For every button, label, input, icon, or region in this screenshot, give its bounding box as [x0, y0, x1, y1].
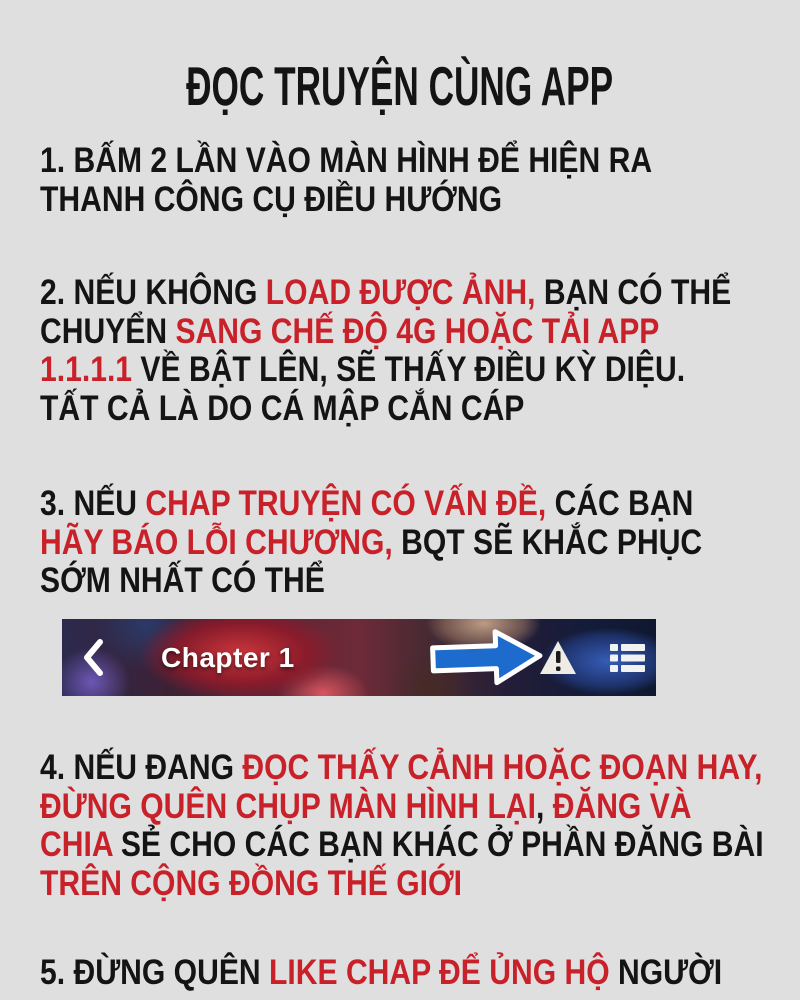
text-segment: 2. NẾU KHÔNG [40, 273, 266, 312]
chapter-list-icon[interactable] [610, 644, 645, 672]
text-segment-highlight: LIKE CHAP ĐỂ ỦNG HỘ [269, 953, 610, 992]
text-segment: NGƯỜI [609, 953, 723, 992]
chapter-navbar-screenshot [62, 619, 656, 696]
text-segment-highlight: HÃY BÁO LỖI CHƯƠNG, [40, 522, 393, 562]
instruction-line [40, 788, 764, 827]
instruction-line [40, 351, 731, 390]
text-segment-highlight: LOAD ĐƯỢC ẢNH, [265, 273, 536, 312]
text-segment: SẺ CHO CÁC BẠN KHÁC Ở PHẦN ĐĂNG BÀI [120, 825, 764, 864]
text-segment-highlight: CHAP TRUYỆN CÓ VẤN ĐỀ, [145, 484, 547, 523]
text-segment-highlight: ĐỪNG QUÊN CHỤP MÀN HÌNH LẠI [40, 786, 536, 826]
text-segment: VỀ BẬT LÊN, SẼ THẤY ĐIỀU KỲ DIỆU. [132, 350, 686, 389]
page-title-row [0, 57, 800, 115]
instruction-line [40, 181, 652, 220]
text-segment: BẠN CÓ THỂ [535, 273, 732, 312]
arrow-right-icon [427, 624, 547, 691]
text-segment: TẤT CẢ LÀ DO CÁ MẬP CẮN CÁP [40, 388, 525, 428]
text-segment-highlight: ĐỌC THẤY CẢNH HOẶC ĐOẠN HAY, [242, 748, 763, 787]
text-segment-highlight: SANG CHẾ ĐỘ 4G HOẶC TẢI APP [175, 311, 660, 351]
text-segment: , [535, 786, 553, 826]
text-segment: BQT SẼ KHẮC PHỤC [392, 522, 703, 562]
text-segment: 5. ĐỪNG QUÊN [40, 953, 270, 992]
text-segment-highlight: ĐĂNG VÀ [552, 786, 692, 826]
text-segment-highlight: 1.1.1.1 [40, 350, 133, 389]
text-segment-highlight: TRÊN CỘNG ĐỒNG THẾ GIỚI [40, 863, 463, 903]
text-segment: 1. BẤM 2 LẦN VÀO MÀN HÌNH ĐỂ HIỆN RA [40, 141, 653, 180]
chapter-title: Chapter 1 [161, 642, 295, 673]
warning-triangle-icon[interactable] [539, 640, 577, 675]
page-title: ĐỌC TRUYỆN CÙNG APP [186, 55, 614, 117]
text-segment: CHUYỂN [40, 311, 176, 351]
instruction-line [40, 954, 722, 993]
text-segment: THANH CÔNG CỤ ĐIỀU HƯỚNG [40, 179, 503, 219]
instruction-line [40, 274, 731, 313]
instruction-line [40, 313, 731, 352]
instruction-line [40, 749, 764, 788]
text-segment: 4. NẾU ĐANG [40, 748, 243, 787]
instruction-5 [40, 954, 800, 993]
text-segment: SỚM NHẤT CÓ THỂ [40, 561, 325, 600]
instruction-1 [40, 142, 752, 219]
instruction-line [40, 865, 764, 904]
instruction-line [40, 390, 731, 429]
chevron-left-icon[interactable] [82, 638, 104, 677]
instruction-4 [40, 749, 800, 903]
text-segment: 3. NẾU [40, 484, 146, 523]
instruction-3 [40, 485, 800, 601]
instruction-line [40, 826, 764, 865]
text-segment-highlight: CHIA [40, 825, 121, 864]
instruction-line [40, 142, 652, 181]
instruction-line [40, 524, 702, 563]
instruction-line [40, 562, 702, 601]
instruction-2 [40, 274, 800, 428]
instruction-line [40, 485, 702, 524]
text-segment: CÁC BẠN [546, 484, 694, 523]
